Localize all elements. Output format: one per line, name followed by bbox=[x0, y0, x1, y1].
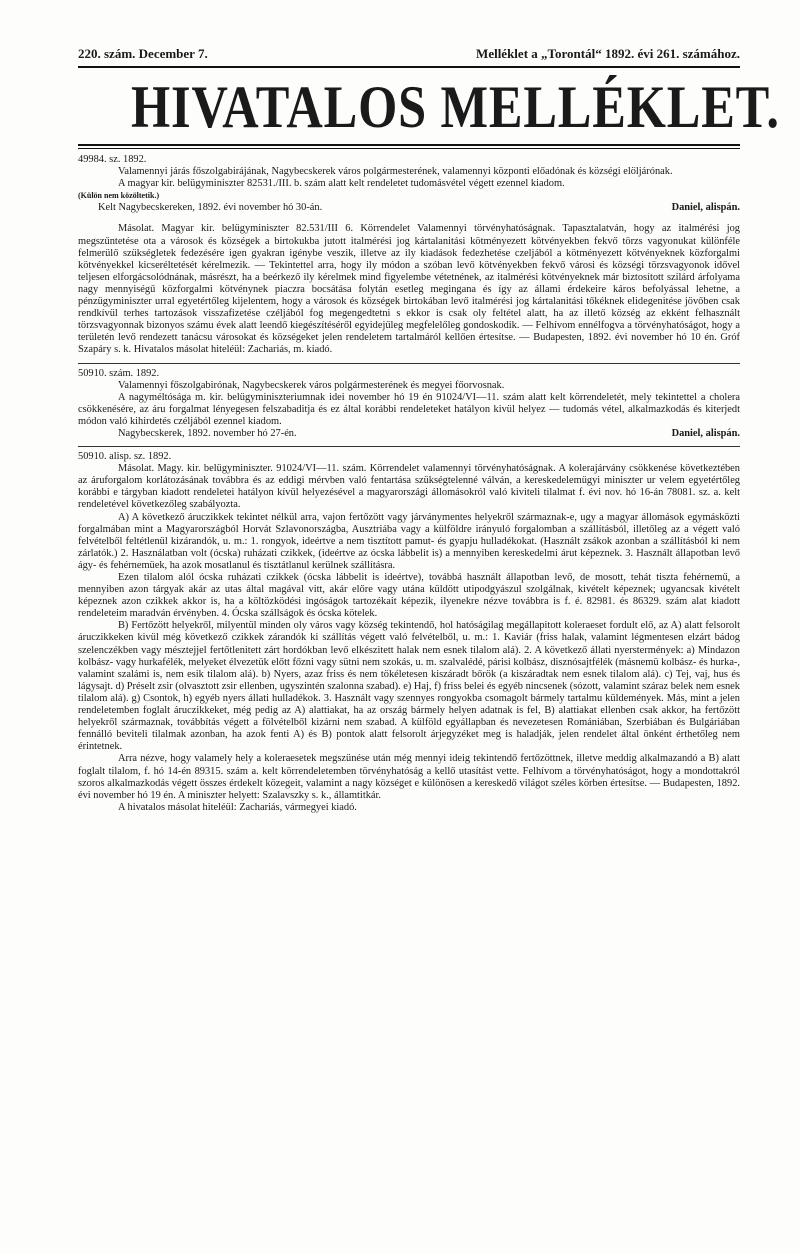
section2-paragraph: A nagyméltósága m. kir. belügyminiszteriumnak idei november hó 19 én 91024/VI—11. szám alatt kelt körrendeletét, mely tekintettel a cholera csökkenésére, az áru forgalmat lényegesen felszabaditja és ez által korábbi rendeleteket hatályon kivül helyez — tudomás vétel, alkalmazkodás és kiterjedt módon való kihirdetés czéljából ezennel kiadom. bbox=[78, 391, 740, 427]
section3-p2: A) A következő áruczikkek tekintet nélkül arra, vajon fertőzött vagy járványmentes helyekről származnak-e, ugy a magyar állomások egymásközti forgalmában mint a Magyarországból Horvát Szlavonországba, Ausztriába vagy a külföldre irányuló forgalomban a szállításból, illetőleg az a végett való felvételből feltétlenül kizárandók, u. m.: 1. rongyok, ideértve a nem tisztított pamut- és gyapju hulladékokat. (Használt zsákok azonban a szállításból ki nem zárlatók.) 2. Használatban volt (ócska) ruházati czikkek, (ideértve az ócska lábbelit is) a mennyiben kereskedelmi árut képeznek. 3. Használt állapotban levő ágy- és fehérnemüek, ha azok mosatlanul és tisztátlanul kerülnek szállításra. bbox=[78, 511, 740, 571]
section1-dateline bbox=[78, 202, 740, 214]
section2-dateline bbox=[78, 428, 740, 440]
title-rule-thin bbox=[78, 148, 740, 149]
top-rule bbox=[78, 66, 740, 68]
section3-p3: Ezen tilalom alól ócska ruházati czikkek (ócska lábbelit is ideértve), továbbá használt állapotban levő, de mosott, tehát tiszta fehérnemű, a mennyiben azon tárgyak akár az utas által magával vitt, akár előre vagy utána küldött utipodgyászul szolgálnak, kivételt képeznek; ugyancsak kivételt képeznek azon czikkek akkor is, ha a költözködési ingóságok tartozékait képezik, ilyenekre nézve továbbra is f. é. 82981. és 86329. szám alat kiadott rendeleteim maradván érvényben. 4. Ócska szállságok és ócska kötelek. bbox=[78, 572, 740, 620]
title-rule bbox=[78, 144, 740, 146]
section1-paragraph: A magyar kir. belügyminiszter 82531./III. b. szám alatt kelt rendeletet tudomásvétel végett ezennel kiadom. bbox=[118, 178, 565, 190]
section2-signature: Daniel, alispán. bbox=[671, 427, 740, 439]
section1-address: Valamennyi járás főszolgabirájának, Nagybecskerek város polgármesterének, valamennyi központi előadónak és községi elöljárónak. bbox=[118, 166, 673, 178]
section2-address: Valamennyi főszolgabirónak, Nagybecskerek város polgármesterének és megyei főorvosnak. bbox=[118, 379, 505, 391]
masthead bbox=[78, 46, 740, 64]
section1-ref: 49984. sz. 1892. bbox=[78, 154, 147, 165]
section3-p5: Arra nézve, hogy valamely hely a koleraesetek megszünése után még mennyi ideig tekintendő fertőzöttnek, illetve meddig alkalmazandó a B) alatt foglalt tilalom, f. hó 14-én 89315. szám a. kelt körrendeletemben törvényhatóság a kellő utasítást vette. Felhívom a törvényhatóságot, hogy a mondottakról szoros alkalmazkodás végett összes érdekelt közegeit, valamint a nagy községet e különösen a kereskedő világot széles körben értesítse. — Budapesten, 1892. évi november hó 19 én. A miniszter helyett: Szalavszky s. k., államtitkár. bbox=[78, 753, 740, 801]
section2-ref: 50910. szám. 1892. bbox=[78, 367, 160, 379]
section3-p6: A hivatalos másolat hiteléül: Zachariás, vármegyei kiadó. bbox=[118, 801, 357, 813]
section3-p1: Másolat. Magy. kir. belügyminiszter. 91024/VI—11. szám. Körrendelet valamennyi törvényhatóságnak. A kolerajárvány csökkenése következtében az áruforgalom korlátozásának továbbra és az eddigi mérvben való fentartása szükségtelenné válván, a kereskedelemügyi miniszter ur velem egyetértőleg korábbi e tárgyban kiadott rendeletei hatályon kívül helyezésével a magyarországi állomásokról való kiviteli tilalmat f. évi nov. hó 16-án 78081. sz. a. kelt rendeletével következőleg szabályozta. bbox=[78, 463, 740, 511]
issue-info: 220. szám. December 7. bbox=[78, 46, 208, 61]
section1-copy: Másolat. Magyar kir. belügyminiszter 82.531/III 6. Körrendelet Valamennyi törvényhatóságnak. Tapasztalatván, hogy az italmérési jog megszűntetése ota a városok és községek a birtokukba jutott italmérési jog kártalanitási kötményezett kötvényekben fekvő törzs vagyonukat különféle felmerülő szükségletek fedezésére igen gyakran igénybe veszik, illetve az ily kiadások fedezhetése czeljából a kötményezett kötvényeknek közforgalmi kötvényekkel kicseréltetését kérelmezik. — Tekintettel arra, hogy ily módon a szóban levő kötvényekben fekvő városi és községi törzsvagyonok idővel teljesen elforgácsolódnának, másrészt, ha a beérkező ily kérelmek mind figyelembe vétetnének, az italmérési kötvényeknek már biztosított szilárd árfolyama nagy mennyiségű közforgalmi kötvénynek piaczra bocsátása folytán esetleg megingana és így az állami érdekeire káros befolyással lehetne, a pénzügyminiszter urral egyetértőleg kijelentem, hogy a városok és községek birtokában levő italmérési jog kártalanitási tőkéknek elidegenitése jövőben csak rendkívül terhes tartozások visszafizetése czéljából fog megengedtetni s ekkor is csak oly feltétel alatt, ha az illető község az ekként felhasznált törzsvagyonnak bizonyos számu évek alatt leendő kiegészítéséről egyidejűleg megfelelőleg gondoskodik. — Felhívom ennélfogva a törvényhatóságot, hogy a területén levő rendezett tanácsu városokat és községeket jelen rendeletem tartalmáról kellően értesítse. — Budapesten, 1892. évi november hó 10 én. Gróf Szapáry s. k. Hivatalos másolat hiteléül: Zachariás, m. kiadó. bbox=[78, 223, 740, 356]
section-divider-2 bbox=[78, 446, 740, 447]
section2-date: Nagybecskerek, 1892. november hó 27-én. bbox=[118, 427, 297, 439]
supplement-info: Melléklet a „Torontál“ 1892. évi 261. számához. bbox=[476, 46, 740, 61]
section3-p4: B) Fertőzött helyekről, milyentül minden oly város vagy község tekintendő, hol hatóságilag megállapitott koleraeset fordult elő, az A) alatt felsorolt áruczikkeken kivül még következő czikkek zárandók ki szállítás végett való felvételből, u. m.: 1. Kaviár (friss halak, valamint légmentesen elzárt bádog szelenczékben vagy mésztejjel fertőtlenitett zárt hordókban levő elkészitett halak nem esnek tilalom alá). 2. A következő állati nyerstermények: a) Mindazon kolbász- vagy hurkafélék, melyeket élvezetük előtt főzni vagy sütni nem szokás, u. m. szalvalédé, párisi kolbász, disznósajtfélék (másnemü kolbász- és hurka-, valamint szalámi is, nem esik tilalom alá). b) Nyers, azaz friss és nem tökéletesen kiszáradt bőrök (a kiszáradtak nem esnek tilalom alá). c) Tej, vaj, hus és lágysajt. d) Préselt zsir (olvasztott zsir ellenben, ugyszintén szalonna szabad). e) Haj, f) friss belei és egyéb nincsenek (sózott, valamint száraz belek nem esnek tilalom alá). g) Csontok, h) egyéb nyers állati hulladékok. 3. Használt vagy szennyes rongyokba csomagolt bármely tartalmu küldemények. Más, mint a jelen rendeletemben foglalt áruczikkeket, még pedig az A) alattiakat, ha az ország bármely helyen adatnak is fel, B) alattiakat ellenben csak akkor, ha fertőzött helyekről származnak, továbbítás végett a fölvételből kizárni nem szabad. A külföld egyállapban és nevezetesen Romániában, Szerbiában és Bulgáriában fennálló beviteli tilalmak azonban, ha azok fenti A) és B) pontok alatt felsorolt árjegyzéket meg is haladják, jelen rendelet által önként érthetőleg nem érintetnek. bbox=[78, 620, 740, 753]
page-title: HIVATALOS MELLÉKLET. bbox=[130, 74, 780, 140]
section3-ref: 50910. alisp. sz. 1892. bbox=[78, 451, 172, 463]
section1-note: (Külön nem közöltetik.) bbox=[78, 191, 160, 201]
section1-date: Kelt Nagybecskereken, 1892. évi november hó 30-án. bbox=[98, 202, 323, 214]
section1-signature: Daniel, alispán. bbox=[671, 202, 740, 214]
article-body bbox=[78, 154, 740, 814]
section-divider bbox=[78, 363, 740, 364]
